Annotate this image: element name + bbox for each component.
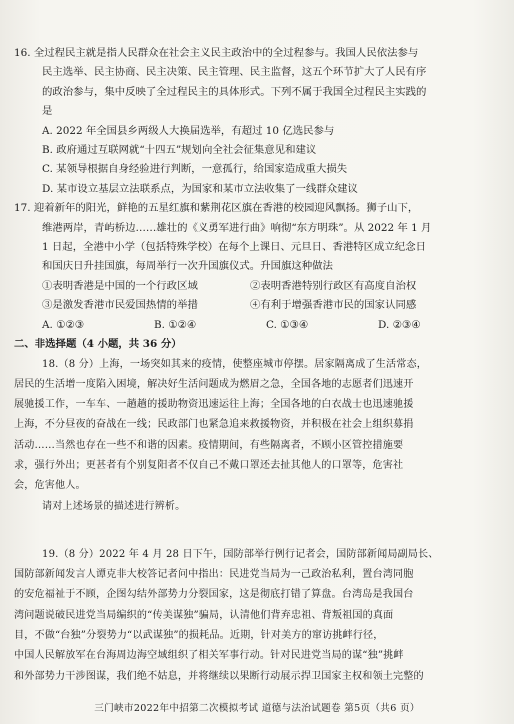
section-heading: 二、非选择题（4 小题，共 36 分） (14, 338, 182, 351)
q19-line: 的安危福祉于不顾，企图勾结外部势力分裂国家，这是彻底打错了算盘。台湾岛是我国台 (14, 589, 414, 601)
q18-line: 展驰援工作，一车车、一趟趟的援助物资迅速运往上海；全国各地的白衣战士也迅速驰援 (14, 399, 414, 411)
q16-option-b: B. 政府通过互联网就“十四五”规划向全社会征集意见和建议 (42, 144, 317, 157)
page-content (14, 44, 492, 687)
q17-stem-line: 1 日起，全港中小学（包括特殊学校）在每个上课日、元旦日、香港特区成立纪念日 (42, 241, 426, 254)
q19-line: 国防部新闻发言人谭克非大校答记者问中指出：民进党当局为一己政治私利，置台湾同胞 (14, 569, 414, 581)
q17-statements-row (14, 296, 492, 315)
question-18 (14, 355, 492, 517)
question-16 (14, 44, 492, 199)
q19-line: 中国人民解放军在台海周边海空域组织了相关军事行动。针对民进党当局的谋“独”挑衅 (14, 650, 404, 662)
q17-statement-3: ③是激发香港市民爱国热情的举措 (42, 299, 198, 312)
q19-line: 湾问题说破民进党当局编织的“传美谋独”骗局，认清他们背弃忠祖、背叛祖国的真面 (14, 609, 394, 621)
page-footer: 三门峡市2022年中招第二次模拟考试 道德与法治试题卷 第5页（共6 页） (94, 703, 420, 714)
q19-line: 目，不做“台独”分裂势力“以武谋独”的损耗品。近期，针对美方的窜访挑衅行径， (14, 630, 384, 642)
q18-prompt: 请对上述场景的描述进行辨析。 (42, 500, 186, 512)
q19-line: 19.（8 分）2022 年 4 月 28 日下午，国防部举行例行记者会，国防部新闻局副局长、 (42, 548, 439, 560)
q18-line: 18.（8 分）上海，一场突如其来的疫情，使整座城市停摆。居家隔离成了生活常态， (42, 358, 427, 370)
q16-stem-line: 是 (42, 105, 53, 118)
q17-statements-row (14, 277, 492, 296)
question-17 (14, 199, 492, 335)
q17-stem-line: 17. 迎着新年的阳光，鲜艳的五星红旗和紫荆花区旗在香港的校园迎风飘扬。狮子山下， (14, 202, 419, 215)
q17-statement-4: ④有利于增强香港市民的国家认同感 (250, 299, 417, 312)
answer-space (14, 517, 492, 545)
q17-statement-2: ②表明香港特别行政区有高度自治权 (250, 279, 417, 292)
q16-stem-line: 民主选举、民主协商、民主决策、民主管理、民主监督，这五个环节扩大了人民有序 (42, 66, 427, 79)
q17-choice-a: A. ①②③ (42, 318, 85, 331)
q17-statement-1: ①表明香港是中国的一个行政区域 (42, 279, 198, 292)
q16-stem-line: 的政治参与，集中反映了全过程民主的具体形式。下列不属于我国全过程民主实践的 (42, 85, 427, 98)
q18-line: 上海，不分昼夜的奋战在一线；民政部门也紧急追来救援物资，并积极在社会上组织募捐 (14, 419, 414, 431)
q17-stem-line: 和国庆日升挂国旗，每周举行一次升国旗仪式。升国旗这种做法 (42, 260, 333, 273)
q16-stem-line: 16. 全过程民主就是指人民群众在社会主义民主政治中的全过程参与。我国人民依法参与 (14, 47, 419, 59)
question-19 (14, 545, 492, 687)
q16-option-d: D. 某市设立基层立法联系点，为国家和某市立法收集了一线群众建议 (42, 182, 358, 195)
q16-option-a: A. 2022 年全国县乡两级人大换届选举，有超过 10 亿选民参与 (42, 124, 335, 137)
q19-line: 和外部势力干涉图谋，我们绝不姑息，并将继续以果断行动展示捍卫国家主权和领土完整的 (14, 670, 424, 682)
q18-line: 活动……当然也存在一些不和谐的因素。疫情期间，有些隔离者，不顾小区管控措施要 (14, 439, 404, 451)
q18-line: 求，强行外出；更甚者有个别复阳者不仅自己不戴口罩还去扯其他人的口罩等，危害社 (14, 459, 404, 471)
q17-choices-row (14, 316, 492, 335)
q18-line: 居民的生活增一度陷入困境，解决好生活问题成为燃眉之急，全国各地的志愿者们迅速开 (14, 378, 414, 390)
q17-choice-d: D. ②③④ (378, 318, 421, 331)
q17-choice-c: C. ①③④ (266, 318, 309, 331)
q17-choice-b: B. ①②④ (154, 318, 197, 331)
q16-option-c: C. 某领导根据自身经验进行判断，一意孤行，给国家造成重大损失 (42, 163, 348, 176)
q18-line: 会，危害他人。 (14, 480, 86, 492)
q17-stem-line: 维港两岸，青屿桥边……雄壮的《义勇军进行曲》响彻“东方明珠”。从 2022 年 1 月 (42, 221, 432, 234)
